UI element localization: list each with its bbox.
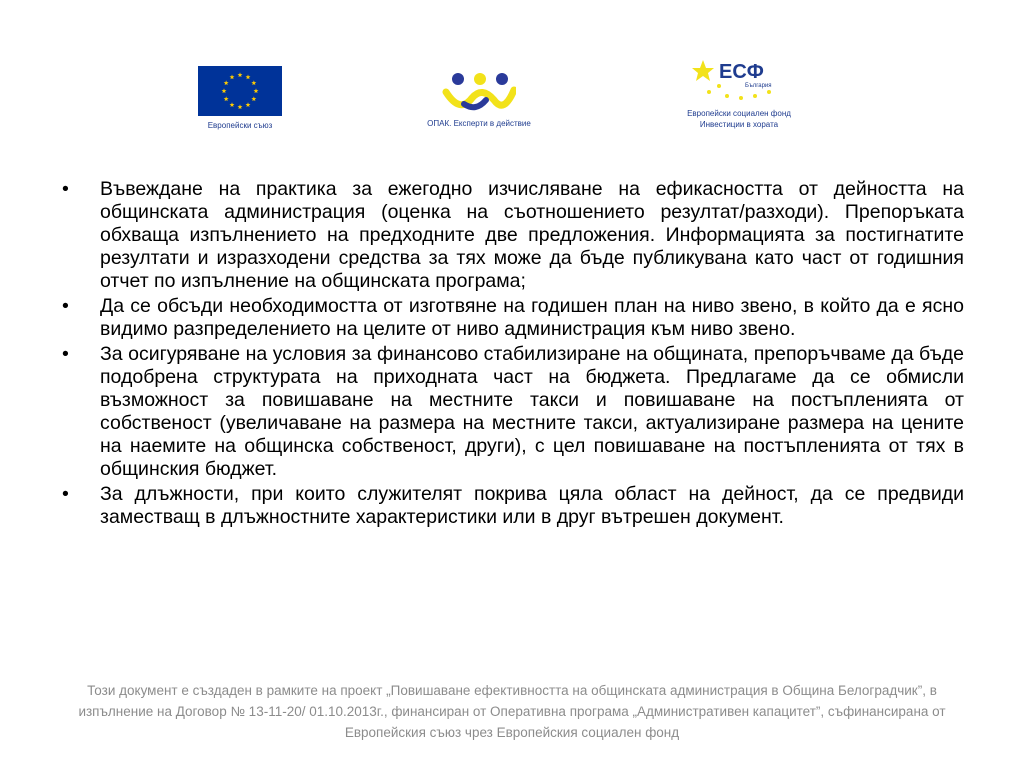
list-item: [62, 295, 964, 341]
list-item-text: За осигуряване на условия за финансово стабилизиране на общината, препоръчваме да бъде подобрена структурата на приходната част на бюджета. Предлагаме да се обмисли възможност за повишаване на местните такси и повишаване на постъпленията от собственост (увеличаване на размера на местните такси, актуализиране размера на цените на наемите на общинска собственост, други), с цел повишаване на постъпленията от тях в общинския бюджет.: [100, 343, 964, 480]
eu-logo-caption: Европейски съюз: [207, 121, 273, 130]
opak-people-icon: [442, 70, 516, 114]
opak-logo: [410, 70, 548, 129]
esf-logo-caption: [664, 108, 814, 130]
eu-flag-icon: [198, 66, 282, 116]
main-content: [62, 178, 964, 531]
list-item: [62, 343, 964, 481]
bullet-icon: •: [62, 343, 69, 365]
list-item: [62, 178, 964, 293]
recommendation-list: [62, 178, 964, 529]
esf-logo-icon: [689, 56, 789, 104]
esf-country-label: България: [745, 83, 772, 89]
footer-disclaimer: Този документ е създаден в рамките на проект „Повишаване ефективността на общинската администрация в Община Белоградчик”, в изпълнение на Договор № 13-11-20/ 01.10.2013г., финансиран от Оперативна програма „Административен капацитет”, съфинансирана от Европейския съюз чрез Европейския социален фонд: [78, 683, 946, 740]
esf-logo: [664, 56, 814, 130]
esf-caption-line2: Инвестиции в хората: [699, 120, 779, 129]
list-item-text: За длъжности, при които служителят покрива цяла област на дейност, да се предвиди заместващ в длъжностните характеристики или в друг вътрешен документ.: [100, 483, 964, 528]
eu-logo: [188, 66, 292, 131]
esf-caption-line1: Европейски социален фонд: [687, 109, 791, 118]
list-item-text: Въвеждане на практика за ежегодно изчисляване на ефикасността от дейността на общинската администрация (оценка на съотношението резултат/разходи). Препоръката обхваща изпълнението на предходните две предложения. Информацията за постигнатите резултати и изразходени средства за тях може да бъде публикувана като част от годишния отчет по изпълнение на общинската програма;: [100, 178, 964, 292]
bullet-icon: •: [62, 483, 69, 505]
esf-wordmark: ЕСФ: [719, 61, 764, 83]
bullet-icon: •: [62, 178, 69, 200]
list-item-text: Да се обсъди необходимостта от изготвяне на годишен план на ниво звено, в който да е ясно видимо разпределението на целите от ниво администрация към ниво звено.: [100, 295, 964, 340]
bullet-icon: •: [62, 295, 69, 317]
list-item: [62, 483, 964, 529]
logo-bar: [0, 0, 1024, 150]
opak-logo-caption: ОПАК. Експерти в действие: [427, 119, 531, 128]
